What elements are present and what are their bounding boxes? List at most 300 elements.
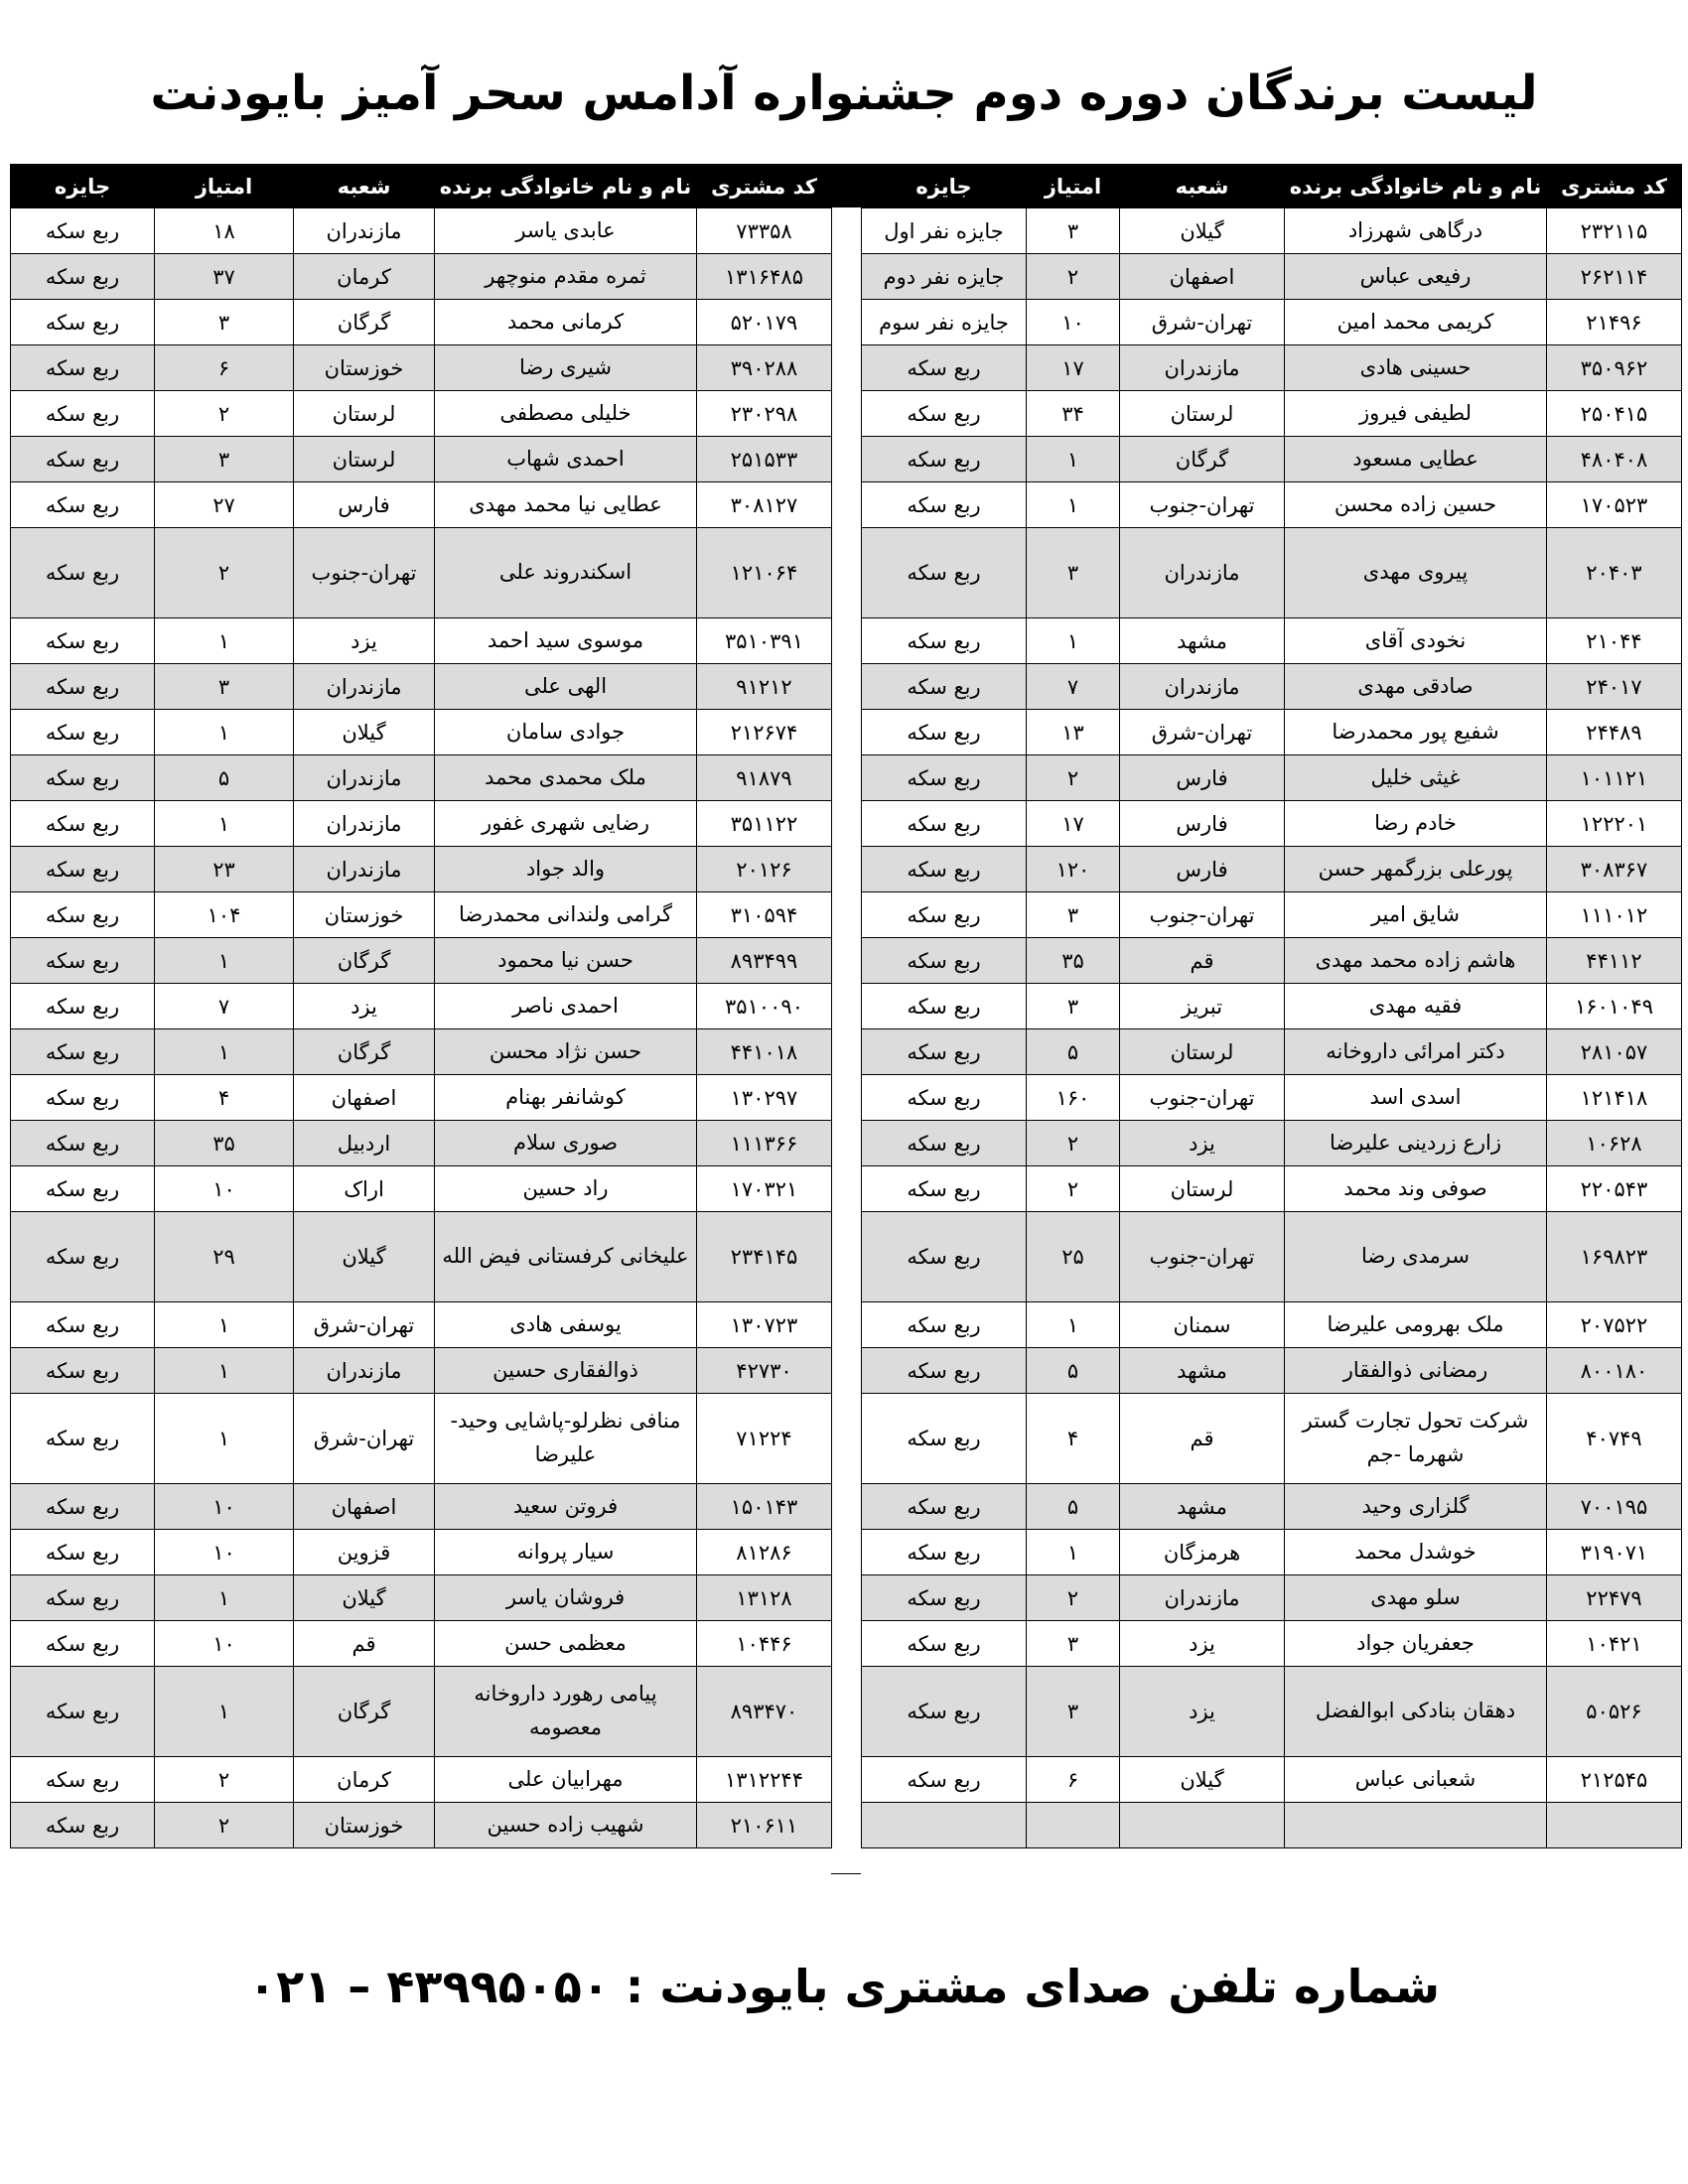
cell-name: دهقان بنادکی ابوالفضل (1285, 1667, 1547, 1757)
cell-code: ۲۴۰۱۷ (1547, 664, 1682, 710)
cell-prize: ربع سکه (11, 710, 155, 755)
table-row (11, 1394, 832, 1484)
table-row (11, 1667, 832, 1757)
cell-name: گلزاری وحید (1285, 1484, 1547, 1530)
cell-prize: ربع سکه (862, 892, 1027, 938)
cell-branch: گیلان (294, 710, 435, 755)
cell-points: ۱۰ (155, 1530, 294, 1575)
cell-name: فقیه مهدی (1285, 984, 1547, 1029)
cell-prize: ربع سکه (862, 1667, 1027, 1757)
cell-branch: یزد (1120, 1621, 1285, 1667)
cell-points: ۳ (1027, 892, 1120, 938)
cell-branch: گیلان (1120, 1757, 1285, 1803)
table-row (862, 1348, 1682, 1394)
cell-points: ۲ (155, 1757, 294, 1803)
cell-code: ۸۱۲۸۶ (697, 1530, 832, 1575)
cell-points: ۷ (155, 984, 294, 1029)
table-row (862, 300, 1682, 345)
cell-name: عابدی یاسر (435, 208, 697, 254)
cell-code: ۱۳۱۲۲۴۴ (697, 1757, 832, 1803)
cell-branch: کرمان (294, 1757, 435, 1803)
cell-code: ۵۲۰۱۷۹ (697, 300, 832, 345)
cell-points: ۵ (1027, 1348, 1120, 1394)
cell-name: سیار پروانه (435, 1530, 697, 1575)
cell-points: ۱۰ (155, 1166, 294, 1212)
cell-name: ملک محمدی محمد (435, 755, 697, 801)
cell-code: ۱۱۱۰۱۲ (1547, 892, 1682, 938)
cell-points: ۳ (155, 300, 294, 345)
cell-prize: ربع سکه (862, 984, 1027, 1029)
cell-branch: مازندران (1120, 345, 1285, 391)
cell-prize: ربع سکه (862, 618, 1027, 664)
cell-branch: خوزستان (294, 892, 435, 938)
cell-code: ۱۰۱۱۲۱ (1547, 755, 1682, 801)
header-branch: شعبه (1120, 165, 1285, 208)
cell-prize: ربع سکه (862, 482, 1027, 528)
cell-branch: مشهد (1120, 1348, 1285, 1394)
cell-code: ۲۳۲۱۱۵ (1547, 208, 1682, 254)
cell-prize: ربع سکه (862, 345, 1027, 391)
cell-code: ۲۴۴۸۹ (1547, 710, 1682, 755)
cell-code: ۱۳۰۷۲۳ (697, 1302, 832, 1348)
cell-prize (862, 1803, 1027, 1848)
cell-name: علیخانی کرفستانی فیض الله (435, 1212, 697, 1302)
cell-prize: ربع سکه (11, 1575, 155, 1621)
cell-branch: سمنان (1120, 1302, 1285, 1348)
table-row (11, 300, 832, 345)
cell-branch: گرگان (294, 300, 435, 345)
cell-name: درگاهی شهرزاد (1285, 208, 1547, 254)
table-row (11, 254, 832, 300)
cell-points: ۴ (155, 1075, 294, 1121)
cell-prize: ربع سکه (11, 391, 155, 437)
cell-code: ۷۳۳۵۸ (697, 208, 832, 254)
cell-points: ۳ (1027, 528, 1120, 618)
cell-points: ۳ (155, 664, 294, 710)
cell-name: رمضانی ذوالفقار (1285, 1348, 1547, 1394)
cell-name: راد حسین (435, 1166, 697, 1212)
column-gap (831, 164, 861, 1873)
support-phone: شماره تلفن صدای مشتری بایودنت : ۴۳۹۹۵۰۵۰ – ۰۲۱ (248, 1960, 1440, 2013)
cell-code: ۸۹۳۴۹۹ (697, 938, 832, 984)
cell-name: جعفریان جواد (1285, 1621, 1547, 1667)
cell-branch: مازندران (1120, 1575, 1285, 1621)
cell-name: حسینی هادی (1285, 345, 1547, 391)
winners-table-right (861, 164, 1682, 1848)
cell-code: ۳۱۹۰۷۱ (1547, 1530, 1682, 1575)
cell-code: ۲۰۷۵۲۲ (1547, 1302, 1682, 1348)
cell-prize: ربع سکه (11, 1803, 155, 1848)
cell-points: ۱ (155, 1575, 294, 1621)
cell-code: ۲۵۱۵۳۳ (697, 437, 832, 482)
cell-branch: مازندران (294, 208, 435, 254)
table-row (862, 208, 1682, 254)
cell-prize: جایزه نفر سوم (862, 300, 1027, 345)
cell-points: ۴ (1027, 1394, 1120, 1484)
cell-prize: ربع سکه (862, 1302, 1027, 1348)
cell-branch: تبریز (1120, 984, 1285, 1029)
cell-branch: لرستان (1120, 1029, 1285, 1075)
cell-prize: ربع سکه (11, 437, 155, 482)
cell-code: ۱۳۱۶۴۸۵ (697, 254, 832, 300)
cell-branch: تهران-جنوب (1120, 1212, 1285, 1302)
cell-name: زارع زردینی علیرضا (1285, 1121, 1547, 1166)
cell-points: ۱ (155, 801, 294, 847)
cell-points: ۲ (1027, 1166, 1120, 1212)
table-row (11, 1302, 832, 1348)
table-row (11, 482, 832, 528)
header-code: کد مشتری (1547, 165, 1682, 208)
cell-code: ۱۲۲۲۰۱ (1547, 801, 1682, 847)
cell-points: ۶ (1027, 1757, 1120, 1803)
cell-points: ۶ (155, 345, 294, 391)
table-row (862, 1803, 1682, 1848)
table-row (862, 482, 1682, 528)
cell-prize: ربع سکه (862, 664, 1027, 710)
cell-prize: ربع سکه (11, 1029, 155, 1075)
cell-prize: ربع سکه (862, 1394, 1027, 1484)
cell-prize: ربع سکه (11, 984, 155, 1029)
cell-name: پیامی رهورد داروخانه معصومه (435, 1667, 697, 1757)
table-row (862, 437, 1682, 482)
cell-code: ۴۴۱۰۱۸ (697, 1029, 832, 1075)
cell-code: ۴۰۷۴۹ (1547, 1394, 1682, 1484)
cell-prize: ربع سکه (862, 1484, 1027, 1530)
cell-name: والد جواد (435, 847, 697, 892)
cell-code: ۹۱۲۱۲ (697, 664, 832, 710)
table-row (862, 1394, 1682, 1484)
cell-branch: گرگان (294, 1029, 435, 1075)
cell-points: ۲ (1027, 1575, 1120, 1621)
table-row (11, 755, 832, 801)
table-row (862, 755, 1682, 801)
cell-branch: تهران-جنوب (1120, 892, 1285, 938)
header-branch: شعبه (294, 165, 435, 208)
cell-code: ۳۱۰۵۹۴ (697, 892, 832, 938)
table-row (862, 710, 1682, 755)
cell-points: ۳ (1027, 1621, 1120, 1667)
cell-prize: ربع سکه (11, 664, 155, 710)
cell-name: فروشان یاسر (435, 1575, 697, 1621)
cell-branch: تهران-جنوب (1120, 1075, 1285, 1121)
cell-prize: ربع سکه (11, 1166, 155, 1212)
cell-prize: ربع سکه (862, 710, 1027, 755)
table-row (11, 1212, 832, 1302)
cell-prize: ربع سکه (11, 300, 155, 345)
cell-points: ۱۰ (1027, 300, 1120, 345)
cell-prize: ربع سکه (11, 482, 155, 528)
cell-prize: ربع سکه (11, 528, 155, 618)
cell-points: ۱ (1027, 1530, 1120, 1575)
header-name: نام و نام خانوادگی برنده (435, 165, 697, 208)
cell-name: رفیعی عباس (1285, 254, 1547, 300)
table-row (11, 984, 832, 1029)
cell-name: ثمره مقدم منوچهر (435, 254, 697, 300)
cell-points: ۵ (1027, 1484, 1120, 1530)
cell-branch: اصفهان (294, 1484, 435, 1530)
cell-name: عطایی مسعود (1285, 437, 1547, 482)
cell-code: ۴۲۷۳۰ (697, 1348, 832, 1394)
cell-branch: تهران-شرق (294, 1394, 435, 1484)
table-row (862, 1530, 1682, 1575)
cell-code: ۲۲۴۷۹ (1547, 1575, 1682, 1621)
cell-points: ۳ (1027, 1667, 1120, 1757)
cell-branch: مازندران (1120, 664, 1285, 710)
table-row (862, 1075, 1682, 1121)
cell-branch: تهران-جنوب (294, 528, 435, 618)
cell-points: ۷ (1027, 664, 1120, 710)
cell-name: مهرابیان علی (435, 1757, 697, 1803)
cell-points: ۲ (1027, 254, 1120, 300)
cell-prize: ربع سکه (862, 1621, 1027, 1667)
cell-prize: ربع سکه (11, 1667, 155, 1757)
header-points: امتیاز (155, 165, 294, 208)
cell-name: دکتر امرائی داروخانه (1285, 1029, 1547, 1075)
cell-points: ۱ (1027, 1302, 1120, 1348)
cell-prize: جایزه نفر اول (862, 208, 1027, 254)
cell-branch: قم (294, 1621, 435, 1667)
cell-branch: فارس (1120, 755, 1285, 801)
cell-name: هاشم زاده محمد مهدی (1285, 938, 1547, 984)
cell-points: ۱۷ (1027, 801, 1120, 847)
cell-code: ۱۲۱۴۱۸ (1547, 1075, 1682, 1121)
table-row (862, 1166, 1682, 1212)
cell-points: ۱ (155, 1667, 294, 1757)
table-row (862, 664, 1682, 710)
cell-name: لطیفی فیروز (1285, 391, 1547, 437)
cell-branch: گرگان (1120, 437, 1285, 482)
cell-prize: ربع سکه (11, 1121, 155, 1166)
cell-prize: ربع سکه (862, 801, 1027, 847)
cell-prize: ربع سکه (862, 847, 1027, 892)
cell-code: ۱۶۹۸۲۳ (1547, 1212, 1682, 1302)
cell-name: ذوالفقاری حسین (435, 1348, 697, 1394)
table-row (862, 1484, 1682, 1530)
cell-name: موسوی سید احمد (435, 618, 697, 664)
cell-points: ۲۷ (155, 482, 294, 528)
cell-code: ۱۰۶۲۸ (1547, 1121, 1682, 1166)
cell-prize: ربع سکه (11, 1075, 155, 1121)
cell-prize: ربع سکه (862, 1075, 1027, 1121)
cell-name: شهیب زاده حسین (435, 1803, 697, 1848)
cell-name: اسدی اسد (1285, 1075, 1547, 1121)
cell-prize: ربع سکه (862, 1757, 1027, 1803)
cell-points: ۱ (155, 618, 294, 664)
cell-prize: ربع سکه (11, 938, 155, 984)
table-row (862, 1621, 1682, 1667)
cell-points: ۳ (155, 437, 294, 482)
cell-prize: ربع سکه (11, 1484, 155, 1530)
cell-code: ۱۰۴۲۱ (1547, 1621, 1682, 1667)
table-row (862, 254, 1682, 300)
cell-code: ۲۳۴۱۴۵ (697, 1212, 832, 1302)
cell-code: ۱۵۰۱۴۳ (697, 1484, 832, 1530)
cell-points: ۳۵ (1027, 938, 1120, 984)
cell-prize: ربع سکه (11, 1757, 155, 1803)
table-row (11, 1029, 832, 1075)
cell-name: جوادی سامان (435, 710, 697, 755)
table-row (11, 1484, 832, 1530)
cell-code: ۷۱۲۲۴ (697, 1394, 832, 1484)
table-row (862, 1302, 1682, 1348)
cell-prize: ربع سکه (11, 618, 155, 664)
header-points: امتیاز (1027, 165, 1120, 208)
cell-prize: ربع سکه (11, 1621, 155, 1667)
table-row (11, 1121, 832, 1166)
cell-code: ۴۸۰۴۰۸ (1547, 437, 1682, 482)
cell-branch: گیلان (294, 1575, 435, 1621)
cell-prize: ربع سکه (11, 254, 155, 300)
cell-name: شایق امیر (1285, 892, 1547, 938)
cell-name: شیری رضا (435, 345, 697, 391)
cell-points: ۱ (155, 1302, 294, 1348)
cell-branch: گیلان (1120, 208, 1285, 254)
cell-name: شرکت تحول تجارت گستر شهرما -جم (1285, 1394, 1547, 1484)
cell-code: ۱۶۰۱۰۴۹ (1547, 984, 1682, 1029)
table-row (862, 938, 1682, 984)
cell-name: احمدی ناصر (435, 984, 697, 1029)
cell-name: احمدی شهاب (435, 437, 697, 482)
cell-name: غیثی خلیل (1285, 755, 1547, 801)
cell-branch: اراک (294, 1166, 435, 1212)
cell-code: ۳۵۱۱۲۲ (697, 801, 832, 847)
cell-points: ۱۶۰ (1027, 1075, 1120, 1121)
cell-code: ۲۱۲۵۴۵ (1547, 1757, 1682, 1803)
cell-name: صوری سلام (435, 1121, 697, 1166)
cell-branch: مازندران (294, 755, 435, 801)
table-row (862, 1757, 1682, 1803)
cell-branch: مشهد (1120, 1484, 1285, 1530)
cell-points: ۱ (155, 710, 294, 755)
header-prize: جایزه (862, 165, 1027, 208)
cell-points: ۳۷ (155, 254, 294, 300)
cell-branch: اردبیل (294, 1121, 435, 1166)
cell-branch: تهران-شرق (1120, 300, 1285, 345)
cell-prize: ربع سکه (11, 847, 155, 892)
cell-code: ۲۱۴۹۶ (1547, 300, 1682, 345)
table-header-row (11, 165, 832, 208)
cell-code: ۲۱۲۶۷۴ (697, 710, 832, 755)
cell-prize: ربع سکه (11, 1530, 155, 1575)
cell-branch: مازندران (294, 801, 435, 847)
cell-name: ملک بهرومی علیرضا (1285, 1302, 1547, 1348)
table-row (11, 892, 832, 938)
table-row (862, 528, 1682, 618)
cell-code: ۱۷۰۵۲۳ (1547, 482, 1682, 528)
table-row (11, 391, 832, 437)
table-row (862, 618, 1682, 664)
cell-points: ۱ (155, 1394, 294, 1484)
cell-name: خوشدل محمد (1285, 1530, 1547, 1575)
table-row (11, 1075, 832, 1121)
table-row (11, 1621, 832, 1667)
table-row (862, 1121, 1682, 1166)
header-prize: جایزه (11, 165, 155, 208)
cell-code: ۱۲۱۰۶۴ (697, 528, 832, 618)
cell-points: ۱۰ (155, 1484, 294, 1530)
cell-branch: قم (1120, 1394, 1285, 1484)
cell-name: خلیلی مصطفی (435, 391, 697, 437)
cell-points: ۱۸ (155, 208, 294, 254)
cell-name: پورعلی بزرگمهر حسن (1285, 847, 1547, 892)
cell-branch: هرمزگان (1120, 1530, 1285, 1575)
cell-points: ۱ (1027, 437, 1120, 482)
table-row (11, 1348, 832, 1394)
cell-prize: ربع سکه (11, 892, 155, 938)
table-row (11, 710, 832, 755)
cell-prize: ربع سکه (862, 528, 1027, 618)
table-row (11, 801, 832, 847)
cell-code: ۳۵۰۹۶۲ (1547, 345, 1682, 391)
cell-name: یوسفی هادی (435, 1302, 697, 1348)
cell-branch: اصفهان (1120, 254, 1285, 300)
cell-name: کوشانفر بهنام (435, 1075, 697, 1121)
cell-prize: ربع سکه (862, 1348, 1027, 1394)
cell-branch: فارس (1120, 801, 1285, 847)
cell-name: سلو مهدی (1285, 1575, 1547, 1621)
cell-points: ۱ (155, 1029, 294, 1075)
table-row (11, 345, 832, 391)
cell-name: حسن نژاد محسن (435, 1029, 697, 1075)
cell-code: ۷۰۰۱۹۵ (1547, 1484, 1682, 1530)
cell-code: ۳۵۱۰۰۹۰ (697, 984, 832, 1029)
table-row (862, 345, 1682, 391)
cell-code: ۵۰۵۲۶ (1547, 1667, 1682, 1757)
cell-code: ۹۱۸۷۹ (697, 755, 832, 801)
cell-branch: گرگان (294, 1667, 435, 1757)
cell-prize: ربع سکه (862, 437, 1027, 482)
table-row (11, 1757, 832, 1803)
cell-name: سرمدی رضا (1285, 1212, 1547, 1302)
cell-points: ۵ (1027, 1029, 1120, 1075)
cell-prize: ربع سکه (862, 1530, 1027, 1575)
cell-points: ۲۹ (155, 1212, 294, 1302)
table-row (11, 1530, 832, 1575)
cell-points: ۳۵ (155, 1121, 294, 1166)
cell-branch: قم (1120, 938, 1285, 984)
cell-prize: ربع سکه (11, 1348, 155, 1394)
cell-prize: ربع سکه (11, 1302, 155, 1348)
cell-name: گرامی ولندانی محمدرضا (435, 892, 697, 938)
cell-code: ۲۱۰۶۱۱ (697, 1803, 832, 1848)
cell-branch: یزد (1120, 1121, 1285, 1166)
cell-branch: مازندران (1120, 528, 1285, 618)
cell-points: ۱ (1027, 482, 1120, 528)
table-row (11, 847, 832, 892)
cell-name: کریمی محمد امین (1285, 300, 1547, 345)
table-row (862, 1029, 1682, 1075)
table-row (862, 984, 1682, 1029)
cell-points: ۲ (155, 528, 294, 618)
cell-branch: کرمان (294, 254, 435, 300)
cell-branch: قزوین (294, 1530, 435, 1575)
cell-branch: مازندران (294, 664, 435, 710)
cell-points: ۳ (1027, 984, 1120, 1029)
cell-branch: تهران-شرق (1120, 710, 1285, 755)
cell-prize: جایزه نفر دوم (862, 254, 1027, 300)
cell-code: ۳۹۰۲۸۸ (697, 345, 832, 391)
cell-points: ۲ (155, 1803, 294, 1848)
cell-points: ۱۰۴ (155, 892, 294, 938)
cell-branch: مازندران (294, 847, 435, 892)
cell-prize: ربع سکه (11, 755, 155, 801)
cell-points: ۱ (155, 1348, 294, 1394)
cell-points: ۱۲۰ (1027, 847, 1120, 892)
cell-prize: ربع سکه (862, 755, 1027, 801)
cell-branch: تهران-جنوب (1120, 482, 1285, 528)
table-row (862, 1667, 1682, 1757)
table-row (11, 1803, 832, 1848)
